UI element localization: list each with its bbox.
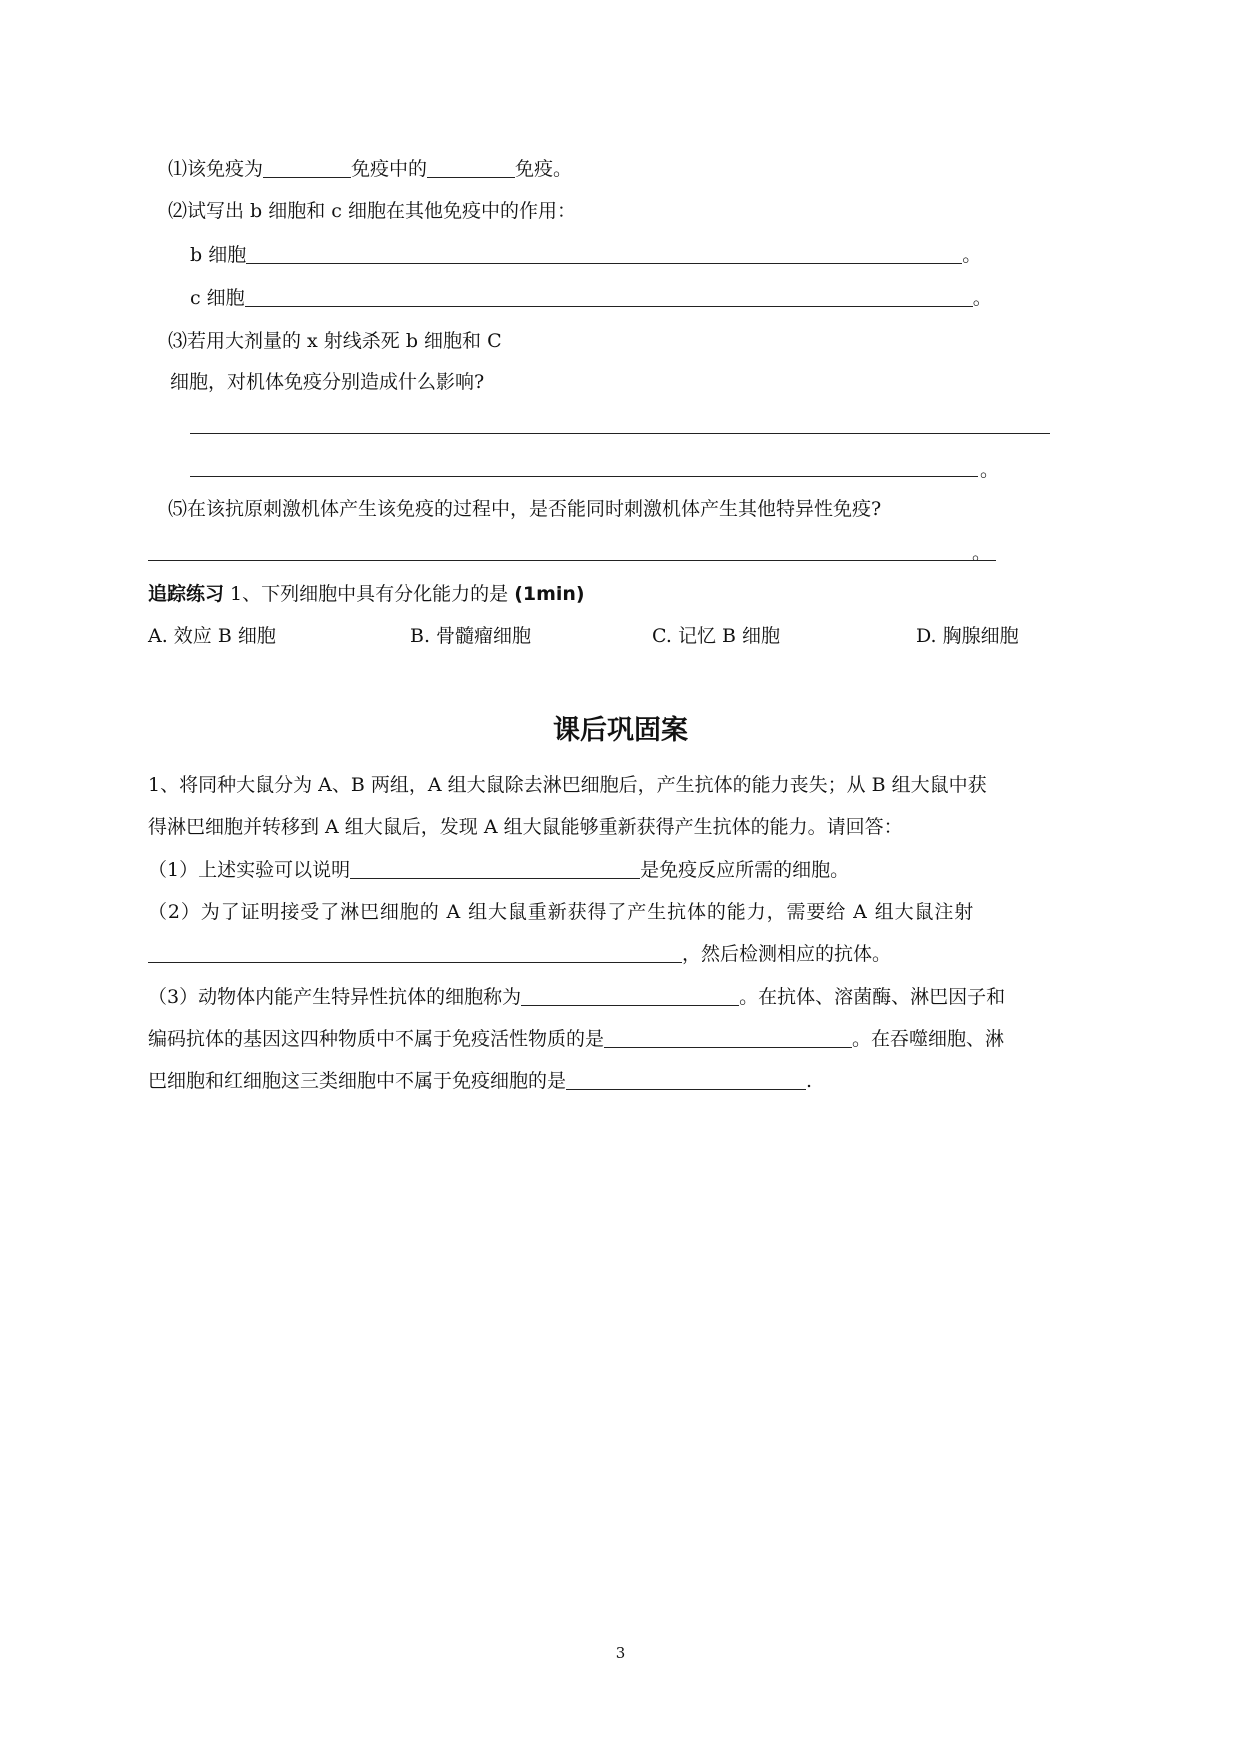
q2b-end: 。 (962, 244, 982, 266)
s3-blank-2[interactable] (604, 1027, 852, 1048)
s3-line2-pre: 编码抗体的基因这四种物质中不属于免疫活性物质的是 (148, 1028, 605, 1050)
q1-blank-2[interactable] (427, 157, 515, 178)
s2-post: ，然后检测相应的抗体。 (682, 943, 892, 965)
option-b[interactable]: B. 骨髓瘤细胞 (410, 625, 532, 647)
q3-end: 。 (980, 459, 1000, 481)
sub-question-1 (148, 858, 849, 882)
passage-line-2: 得淋巴细胞并转移到 A 组大鼠后，发现 A 组大鼠能够重新获得产生抗体的能力。请回答： (148, 816, 903, 838)
q5-blank-tail (968, 560, 996, 561)
sub-question-3-line1 (148, 985, 1005, 1009)
q1-pre: ⑴该免疫为 (168, 158, 264, 180)
q2b-blank[interactable] (246, 243, 962, 264)
q2b-label: b 细胞 (190, 244, 247, 266)
question-3-line2: 细胞，对机体免疫分别造成什么影响? (170, 371, 485, 393)
option-a[interactable]: A. 效应 B 细胞 (148, 625, 276, 647)
question-3-line1: ⑶若用大剂量的 x 射线杀死 b 细胞和 C (168, 330, 502, 352)
s3-blank-1[interactable] (521, 985, 739, 1006)
q2c-blank[interactable] (245, 286, 973, 307)
q2c-label: c 细胞 (190, 287, 245, 309)
q3-blank-1[interactable] (190, 433, 1050, 434)
question-2-c-cell (190, 286, 992, 310)
s1-pre: （1）上述实验可以说明 (148, 859, 351, 881)
sub-question-3-line2 (148, 1027, 1004, 1051)
q5-blank[interactable] (148, 560, 968, 561)
sub-question-2-line1: （2）为了证明接受了淋巴细胞的 A 组大鼠重新获得了产生抗体的能力，需要给 A 组大鼠注射 (148, 901, 975, 923)
q5-end: 。 (972, 542, 992, 564)
option-d[interactable]: D. 胸腺细胞 (916, 625, 1019, 647)
question-2-b-cell (190, 243, 981, 267)
option-c[interactable]: C. 记忆 B 细胞 (652, 625, 780, 647)
question-5: ⑸在该抗原刺激机体产生该免疫的过程中，是否能同时刺激机体产生其他特异性免疫? (168, 498, 882, 520)
tracking-exercise (148, 582, 585, 606)
s2-blank[interactable] (148, 942, 682, 963)
q2c-end: 。 (972, 287, 992, 309)
tracking-label: 追踪练习 (148, 583, 225, 605)
s3-blank-3[interactable] (566, 1069, 806, 1090)
q3-blank-2[interactable] (190, 476, 978, 477)
s3-line3-pre: 巴细胞和红细胞这三类细胞中不属于免疫细胞的是 (148, 1070, 567, 1092)
s3-mid2: 。在吞噬细胞、淋 (852, 1028, 1005, 1050)
s1-blank[interactable] (350, 858, 640, 879)
sub-question-2-line2 (148, 942, 891, 966)
question-2: ⑵试写出 b 细胞和 c 细胞在其他免疫中的作用： (168, 200, 576, 222)
q1-blank-1[interactable] (263, 157, 351, 178)
section-title: 课后巩固案 (553, 715, 688, 746)
tracking-time: (1min) (514, 583, 585, 605)
s1-post: 是免疫反应所需的细胞。 (640, 859, 850, 881)
question-1 (168, 157, 572, 181)
s3-end: . (806, 1070, 813, 1092)
s3-mid1: 。在抗体、溶菌酶、淋巴因子和 (739, 986, 1006, 1008)
tracking-question: 1、下列细胞中具有分化能力的是 (224, 583, 515, 605)
passage-line-1: 1、将同种大鼠分为 A、B 两组，A 组大鼠除去淋巴细胞后，产生抗体的能力丧失；从 B 组大鼠中获 (148, 774, 987, 796)
sub-question-3-line3 (148, 1069, 812, 1093)
q1-post: 免疫。 (515, 158, 573, 180)
s3-pre: （3）动物体内能产生特异性抗体的细胞称为 (148, 986, 522, 1008)
page-number: 3 (615, 1644, 626, 1662)
q1-mid: 免疫中的 (351, 158, 428, 180)
